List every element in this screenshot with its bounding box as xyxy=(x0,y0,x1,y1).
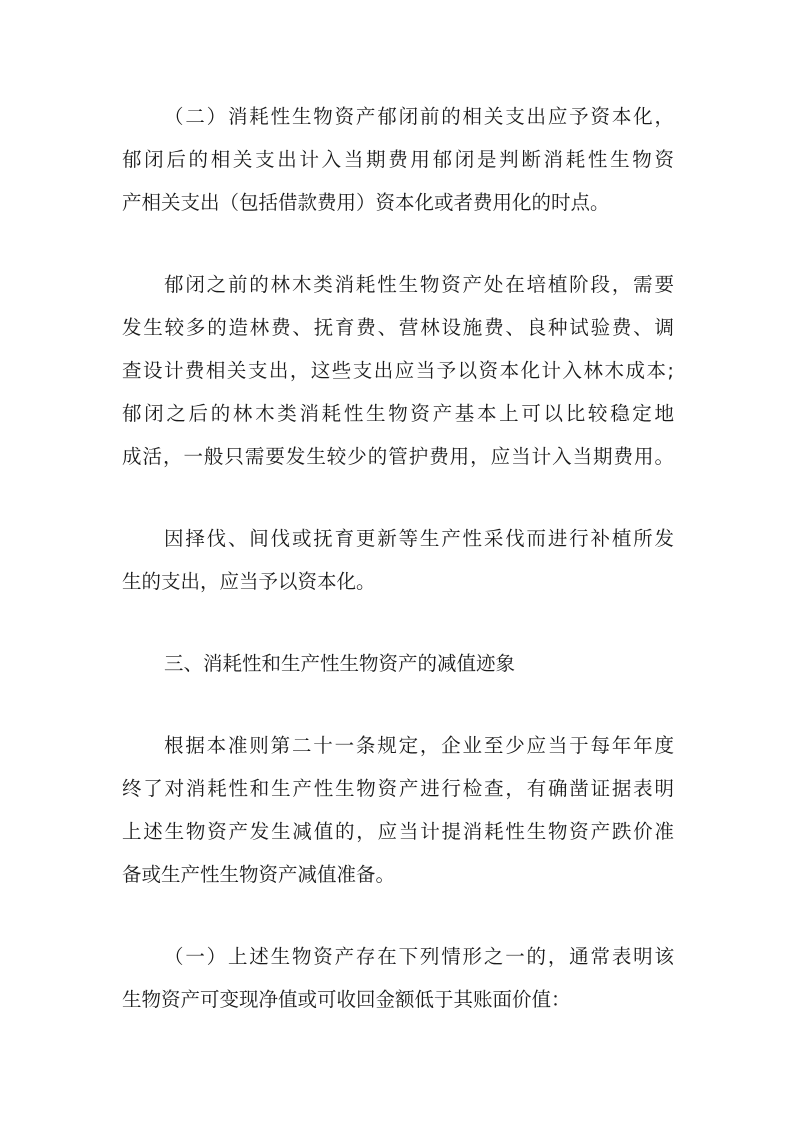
heading-text: 三、消耗性和生产性生物资产的减值迹象 xyxy=(164,652,516,675)
text-line: 郁闭后的相关支出计入当期费用郁闭是判断消耗性生物资 xyxy=(122,148,674,171)
text-line: 生物资产可变现净值或可收回金额低于其账面价值： xyxy=(122,988,571,1011)
text-line: 郁闭之后的林木类消耗性生物资产基本上可以比较稳定地 xyxy=(122,402,674,425)
text-line: 备或生产性生物资产减值准备。 xyxy=(122,863,396,886)
text-line: 发生较多的造林费、抚育费、营林设施费、良种试验费、调 xyxy=(122,316,674,339)
text-line: 上述生物资产发生减值的，应当计提消耗性生物资产跌价准 xyxy=(122,820,674,843)
text-line: 根据本准则第二十一条规定，企业至少应当于每年年度 xyxy=(164,734,674,757)
text-line: 成活，一般只需要发生较少的管护费用，应当计入当期费用。 xyxy=(122,445,674,468)
text-line: 查设计费相关支出，这些支出应当予以资本化计入林木成本; xyxy=(122,359,674,382)
text-line: 产相关支出（包括借款费用）资本化或者费用化的时点。 xyxy=(122,191,610,214)
text-line: （一）上述生物资产存在下列情形之一的，通常表明该 xyxy=(164,945,674,968)
text-line: （二）消耗性生物资产郁闭前的相关支出应予资本化， xyxy=(164,105,674,128)
text-line: 生的支出，应当予以资本化。 xyxy=(122,570,376,593)
text-line: 因择伐、间伐或抚育更新等生产性采伐而进行补植所发 xyxy=(164,527,674,550)
text-line: 终了对消耗性和生产性生物资产进行检查，有确凿证据表明 xyxy=(122,777,674,800)
text-line: 郁闭之前的林木类消耗性生物资产处在培植阶段，需要 xyxy=(164,273,674,296)
